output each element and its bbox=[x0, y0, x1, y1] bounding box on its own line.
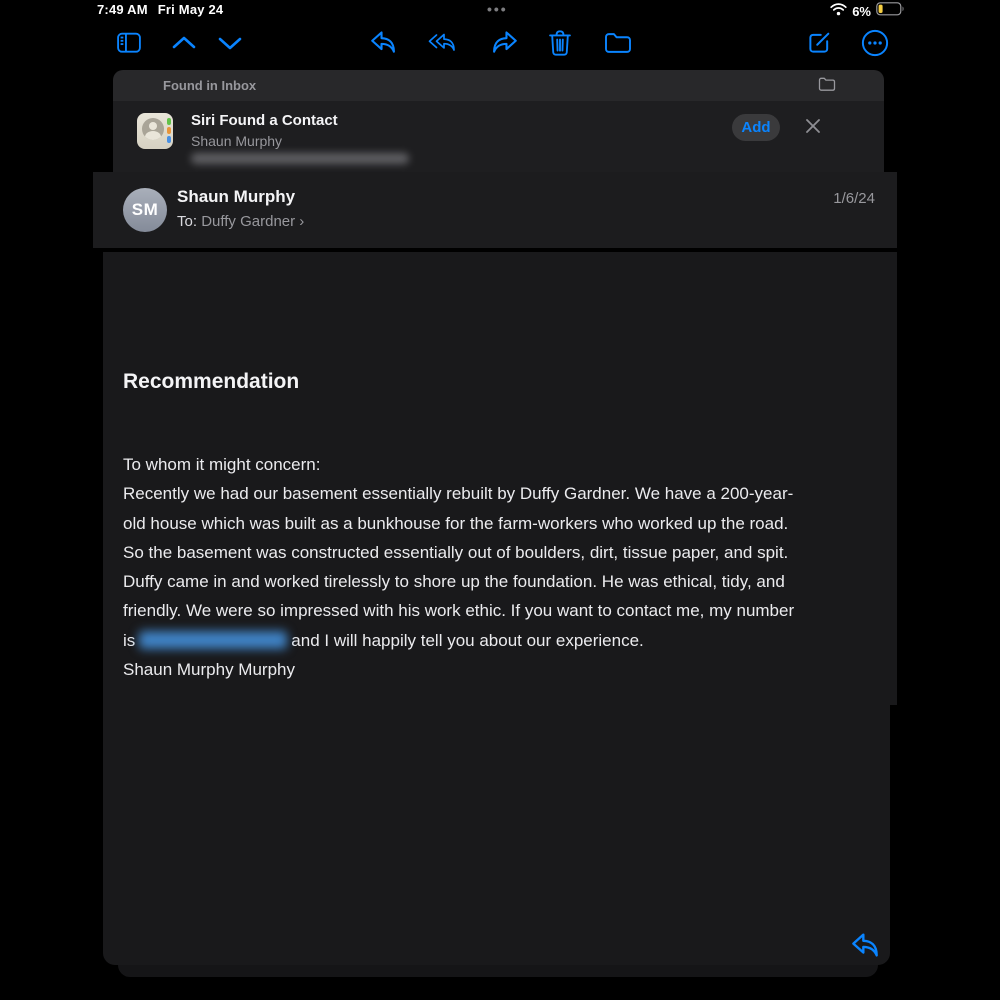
contacts-app-icon bbox=[137, 113, 173, 149]
found-in-inbox-banner[interactable] bbox=[113, 70, 884, 101]
body-line: old house which was built as a bunkhouse for the farm-workers who worked up the road. bbox=[123, 513, 789, 533]
body-line: friendly. We were so impressed with his work ethic. If you want to contact me, my number bbox=[123, 601, 795, 621]
battery-percentage: 6% bbox=[852, 4, 871, 19]
multitask-dots[interactable]: ••• bbox=[487, 1, 508, 17]
signature-line: Shaun Murphy Murphy bbox=[123, 660, 295, 680]
siri-card-contact-name: Shaun Murphy bbox=[191, 133, 283, 149]
forward-icon[interactable] bbox=[489, 28, 519, 58]
status-date: Fri May 24 bbox=[157, 2, 224, 17]
more-options-icon[interactable] bbox=[860, 28, 890, 58]
status-bar-right bbox=[830, 2, 905, 21]
next-message-button[interactable] bbox=[215, 28, 245, 58]
body-line: To whom it might concern: bbox=[123, 455, 321, 474]
banner-label: Found in Inbox bbox=[163, 78, 257, 93]
wifi-icon bbox=[830, 3, 847, 21]
status-time: 7:49 AM bbox=[97, 2, 148, 17]
quick-reply-icon[interactable] bbox=[850, 932, 882, 965]
sender-name: Shaun Murphy bbox=[177, 187, 296, 206]
message-body bbox=[123, 450, 893, 684]
recipient-line bbox=[177, 213, 304, 230]
phone-line-suffix: and I will happily tell you about our experience. bbox=[291, 630, 644, 650]
status-bar-left bbox=[97, 2, 233, 17]
to-label: To: bbox=[177, 213, 202, 230]
sender-avatar[interactable]: SM bbox=[123, 188, 167, 232]
compose-icon[interactable] bbox=[804, 28, 834, 58]
message-heading: Recommendation bbox=[123, 370, 300, 393]
recipient-name[interactable]: Duffy Gardner › bbox=[201, 213, 305, 230]
move-to-folder-icon[interactable] bbox=[603, 28, 633, 58]
redacted-phone-number-link[interactable] bbox=[139, 631, 287, 649]
body-line: Recently we had our basement essentially rebuilt by Duffy Gardner. We have a 200-year- bbox=[123, 484, 794, 504]
body-line: Duffy came in and worked tirelessly to shore up the foundation. He was ethical, tidy, and bbox=[123, 572, 785, 592]
email-header bbox=[93, 172, 897, 248]
contact-person-glyph bbox=[142, 118, 164, 140]
reply-all-icon[interactable] bbox=[428, 28, 458, 58]
email-date: 1/6/24 bbox=[833, 190, 875, 207]
siri-card-title: Siri Found a Contact bbox=[191, 112, 338, 129]
mailbox-folder-icon[interactable] bbox=[818, 77, 836, 97]
body-line: So the basement was constructed essentially out of boulders, dirt, tissue paper, and spit. bbox=[123, 542, 789, 562]
dismiss-siri-card-icon[interactable] bbox=[804, 117, 822, 140]
siri-found-contact-card bbox=[113, 101, 884, 172]
phone-line-prefix: is bbox=[123, 630, 136, 650]
body-line-phone bbox=[123, 626, 893, 655]
reply-icon[interactable] bbox=[369, 28, 399, 58]
sidebar-toggle-button[interactable] bbox=[114, 28, 144, 58]
redacted-email-address bbox=[191, 153, 409, 164]
email-body-card-lower bbox=[103, 705, 890, 965]
trash-icon[interactable] bbox=[545, 28, 575, 58]
battery-icon bbox=[876, 2, 905, 21]
add-contact-button[interactable]: Add bbox=[732, 114, 780, 141]
previous-message-button[interactable] bbox=[169, 28, 199, 58]
